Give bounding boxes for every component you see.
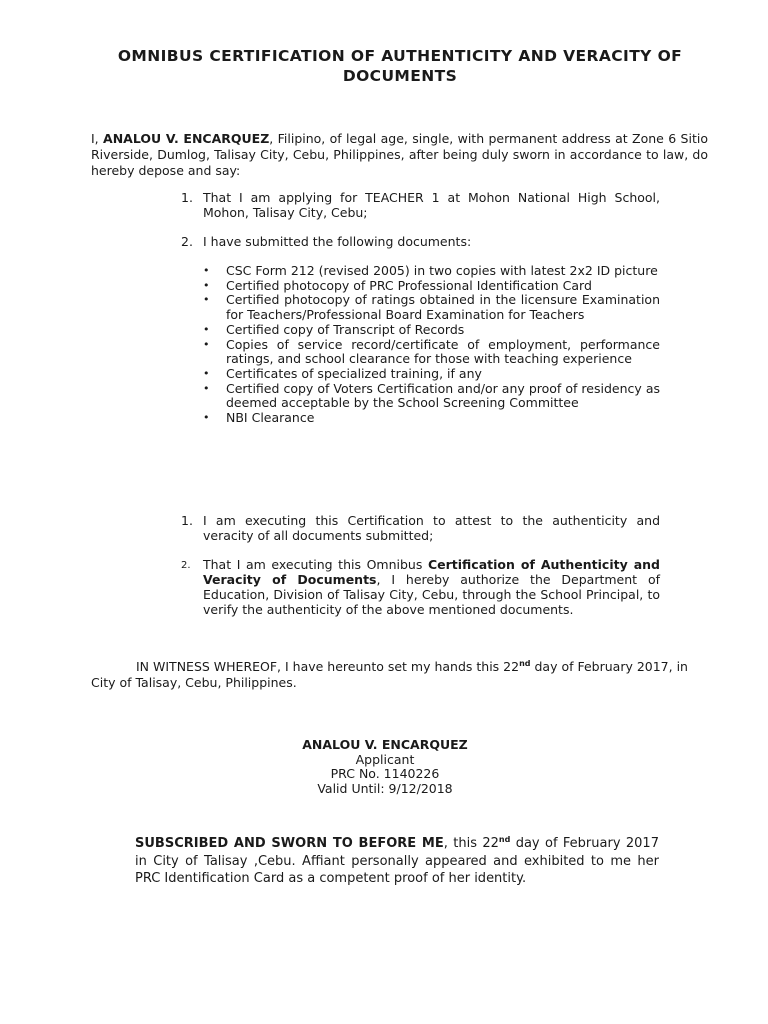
signatory-role: Applicant xyxy=(355,751,415,767)
list-item xyxy=(203,323,660,338)
list-item-text: Certified copy of Voters Certification and/or any proof of residency as deemed acceptable by the School Screening Committee xyxy=(226,380,660,411)
affiant-name: ANALOU V. ENCARQUEZ xyxy=(103,131,270,146)
ordinal-suffix: nd xyxy=(519,659,531,668)
list-item xyxy=(203,367,660,382)
witness-paragraph xyxy=(91,659,703,691)
bullet-icon: • xyxy=(203,322,210,336)
list-item-text: Copies of service record/certificate of employment, performance ratings, and school clearance for those with teaching experience xyxy=(226,336,660,367)
item-text: I am executing this Certification to attest to the authenticity and veracity of all documents submitted; xyxy=(203,513,660,543)
bullet-icon: • xyxy=(203,366,210,380)
item-number: 2. xyxy=(181,234,193,249)
jurat-before: , this 22 xyxy=(443,836,499,851)
list-item xyxy=(203,293,660,322)
bullet-icon: • xyxy=(203,293,210,307)
jurat-heading: SUBSCRIBED AND SWORN TO BEFORE ME xyxy=(135,836,444,851)
list-item-text: Certified copy of Transcript of Records xyxy=(226,321,465,337)
numbered-item xyxy=(181,557,660,617)
numbered-item xyxy=(181,190,660,220)
jurat-paragraph xyxy=(135,835,659,888)
list-item-text: Certified photocopy of PRC Professional Identification Card xyxy=(226,277,592,293)
list-item-text: Certified photocopy of ratings obtained in the licensure Examination for Teachers/Professional Board Examination for Teachers xyxy=(226,292,660,323)
list-item-text: Certificates of specialized training, if any xyxy=(226,365,482,381)
item-number: 2. xyxy=(181,560,191,571)
ordinal-suffix: nd xyxy=(498,835,511,844)
item-text: I have submitted the following documents: xyxy=(203,234,472,249)
signatory-name: ANALOU V. ENCARQUEZ xyxy=(302,737,468,752)
numbered-item xyxy=(181,234,660,249)
list-item xyxy=(203,264,660,279)
document-title: OMNIBUS CERTIFICATION OF AUTHENTICITY AND VERACITY OF DOCUMENTS xyxy=(117,47,683,85)
item-text-after: , I hereby authorize the Department of Education, Division of Talisay City, Cebu, through the School Principal, to verify the authenticity of the above mentioned documents. xyxy=(203,572,660,617)
list-item xyxy=(203,279,660,294)
list-item-text: CSC Form 212 (revised 2005) in two copies with latest 2x2 ID picture xyxy=(226,263,658,278)
intro-prefix: I, xyxy=(91,131,104,146)
item-number: 1. xyxy=(181,513,193,528)
item-text-before: That I am executing this Omnibus xyxy=(203,557,428,572)
item-text: That I am applying for TEACHER 1 at Mohon National High School, Mohon, Talisay City, Cebu; xyxy=(203,190,660,220)
list-item xyxy=(203,382,660,411)
list-item xyxy=(203,411,660,426)
signature-block xyxy=(300,738,470,796)
item-text-bold: Certification of Authenticity and Veracity of Documents xyxy=(203,557,660,587)
bullet-icon: • xyxy=(203,337,210,351)
bullet-icon: • xyxy=(203,278,210,292)
bullet-icon: • xyxy=(203,264,210,277)
prc-number: PRC No. 1140226 xyxy=(330,766,440,781)
documents-list xyxy=(203,264,660,426)
witness-before: IN WITNESS WHEREOF, I have hereunto set my hands this 22 xyxy=(136,659,520,674)
item-number: 1. xyxy=(181,190,193,205)
jurat-after: day of February 2017 in City of Talisay ,Cebu. Affiant personally appeared and exhibited to me her PRC Identification Card as a competent proof of her identity. xyxy=(135,836,659,886)
bullet-icon: • xyxy=(203,411,210,425)
witness-after: day of February 2017, in City of Talisay, Cebu, Philippines. xyxy=(91,659,688,690)
numbered-item xyxy=(181,513,660,543)
list-item xyxy=(203,338,660,367)
list-item-text: NBI Clearance xyxy=(226,410,315,426)
bullet-icon: • xyxy=(203,381,210,395)
prc-validity: Valid Until: 9/12/2018 xyxy=(317,780,453,796)
intro-text: , Filipino, of legal age, single, with permanent address at Zone 6 Sitio Riverside, Dumlog, Talisay City, Cebu, Philippines, after being duly sworn in accordance to law, do hereby depose and say: xyxy=(91,131,708,178)
item-text xyxy=(203,557,660,617)
intro-paragraph xyxy=(91,131,708,179)
